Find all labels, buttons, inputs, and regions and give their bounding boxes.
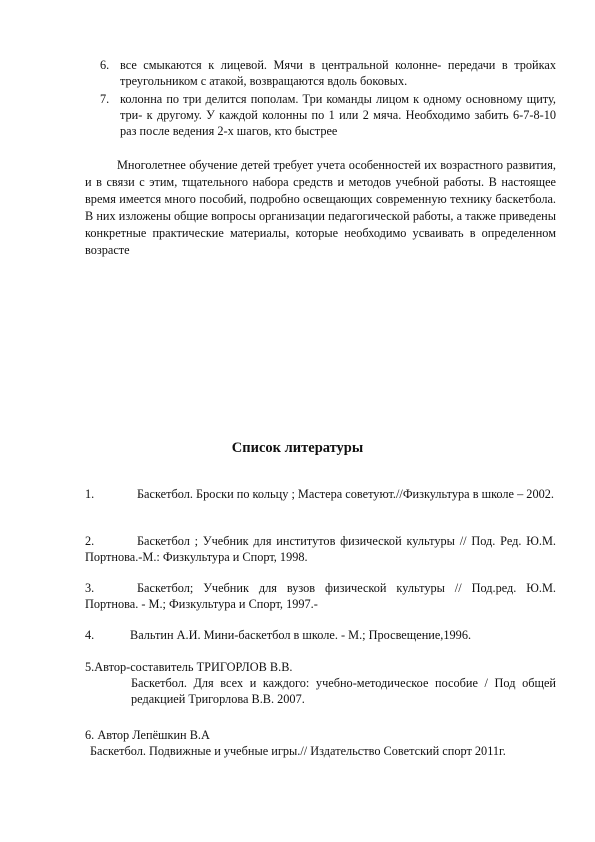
list-item-text: колонна по три делится пополам. Три команды лицом к одному основному щиту, три- к другому. У каждой колонны по 1 или 2 мяча. Необходимо забить 6-7-8-10 раз после ведения 2-х шагов, кто быстрее xyxy=(120,92,556,138)
reference-author-line xyxy=(85,727,556,743)
reference-text: Баскетбол ; Учебник для институтов физической культуры // Под. Ред. Ю.М. Портнова.-М.: Физкультура и Спорт, 1998. xyxy=(85,534,556,564)
reference-text: Баскетбол; Учебник для вузов физической культуры // Под.ред. Ю.М. Портнова. - М.; Физкультура и Спорт, 1997.- xyxy=(85,581,556,611)
reference-text: Баскетбол. Подвижные и учебные игры.// Издательство Советский спорт 2011г. xyxy=(90,744,506,758)
reference-number: 1. xyxy=(85,487,95,501)
reference-number: 5. xyxy=(85,660,95,674)
list-item xyxy=(100,91,556,139)
reference-author: Автор-составитель ТРИГОРЛОВ В.В. xyxy=(94,660,293,674)
reference-text: Баскетбол. Для всех и каждого: учебно-методическое пособие / Под общей редакцией Тригорлова В.В. 2007. xyxy=(131,676,556,706)
reference-item xyxy=(85,727,556,759)
reference-item xyxy=(85,533,556,565)
reference-author-line xyxy=(85,659,556,675)
reference-item xyxy=(85,627,556,643)
reference-item xyxy=(85,580,556,612)
references-heading: Список литературы xyxy=(231,440,364,456)
reference-author: Автор Лепёшкин В.А xyxy=(97,728,210,742)
reference-number: 4. xyxy=(85,628,95,642)
list-item xyxy=(100,57,556,89)
list-item-number: 7. xyxy=(100,92,110,106)
reference-number: 2. xyxy=(85,534,95,548)
reference-number: 6. xyxy=(85,728,95,742)
reference-item xyxy=(85,659,556,707)
reference-item xyxy=(85,486,556,502)
reference-number: 3. xyxy=(85,581,95,595)
body-paragraph: Многолетнее обучение детей требует учета особенностей их возрастного развития, и в связи с этим, тщательного набора средств и методов учебной работы. В настоящее время имеется много пособий, подробно освещающих современную технику баскетбола. В них изложены общие вопросы организации педагогической работы, а также приведены конкретные практические материалы, которые необходимо усваивать в определенном возрасте xyxy=(85,158,556,257)
list-item-text: все смыкаются к лицевой. Мячи в центральной колонне- передачи в тройках треугольником с атакой, возвращаются вдоль боковых. xyxy=(120,58,556,88)
reference-text: Баскетбол. Броски по кольцу ; Мастера советуют.//Физкультура в школе – 2002. xyxy=(137,487,554,501)
list-item-number: 6. xyxy=(100,58,110,72)
reference-text: Вальтин А.И. Мини-баскетбол в школе. - М.; Просвещение,1996. xyxy=(130,628,472,642)
